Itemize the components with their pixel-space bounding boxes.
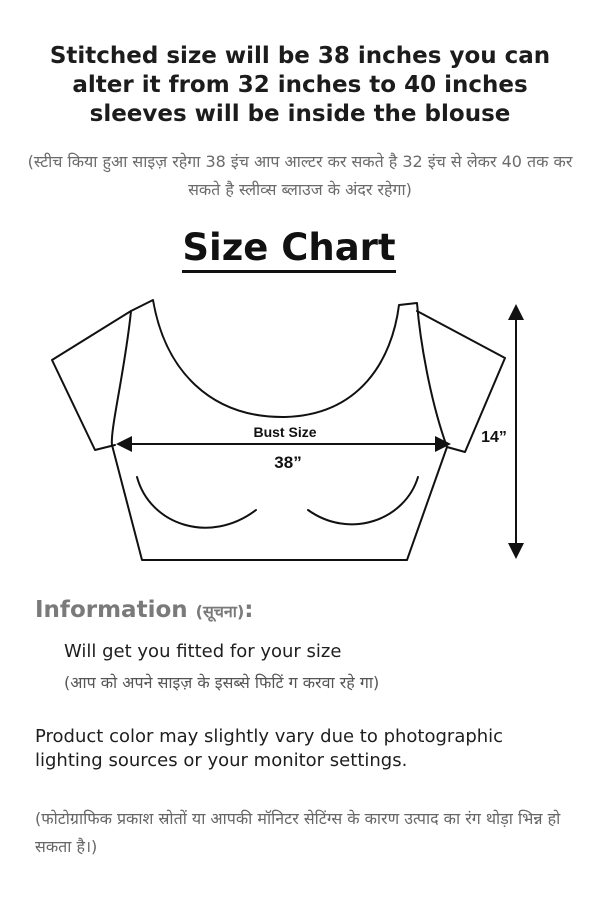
headline-hindi: (स्टीच किया हुआ साइज़ रहेगा 38 इंच आप आल्टर कर सकते है 32 इंच से लेकर 40 तक कर सकते है स्लीव्स ब्लाउज के अंदर रहेगा) [27, 152, 573, 199]
product-color-note-hindi: (फोटोग्राफिक प्रकाश स्रोतों या आपकी मॉनिटर सेटिंग्स के कारण उत्पाद का रंग थोड़ा भिन्न हो सकता है।) [35, 809, 561, 856]
left-cup-curve [137, 477, 256, 528]
information-heading-text: Information [35, 597, 188, 623]
blouse-diagram [0, 290, 600, 580]
bust-size-label: Bust Size [253, 424, 317, 440]
left-sleeve [52, 311, 131, 450]
size-chart-title [0, 226, 578, 269]
product-color-note: Product color may slightly vary due to photographic lighting sources or your monitor settings. [35, 726, 504, 771]
length-value: 14” [481, 429, 507, 446]
headline: Stitched size will be 38 inches you can alter it from 32 inches to 40 inches sleeves will be inside the blouse [49, 43, 551, 127]
bust-size-value: 38” [274, 453, 302, 472]
information-heading [35, 597, 253, 623]
size-chart-title-text: Size Chart [182, 226, 395, 273]
fitting-info: Will get you fitted for your size [64, 641, 342, 662]
fitting-info-hindi: (आप को अपने साइज़ के इसब्से फिटिं ग करवा रहे गा) [64, 673, 380, 692]
information-heading-colon: : [244, 597, 254, 623]
right-cup-curve [308, 477, 418, 524]
information-heading-hindi: (सूचना) [195, 602, 245, 621]
